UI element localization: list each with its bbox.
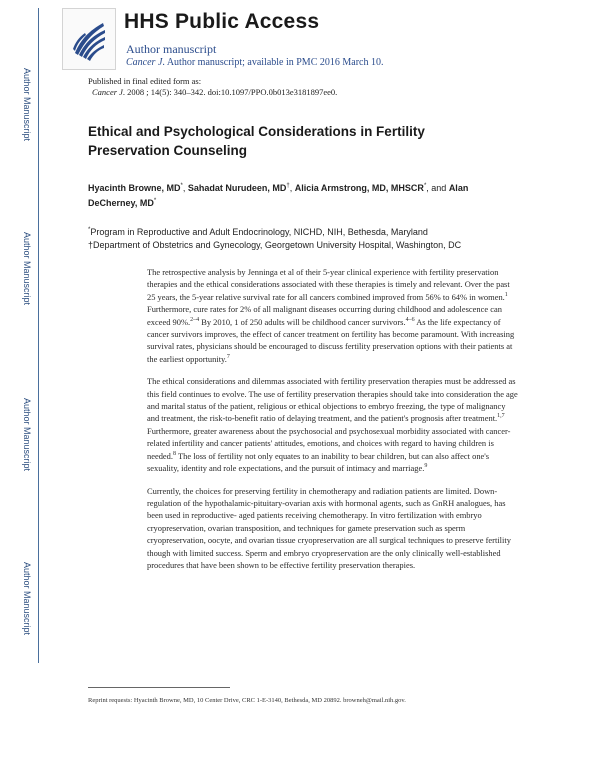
author-manuscript-label: Author Manuscript xyxy=(22,562,32,636)
affiliation-text: Program in Reproductive and Adult Endocrinology, NICHD, NIH, Bethesda, Maryland xyxy=(90,227,428,237)
sidebar-rule xyxy=(38,8,39,663)
citation-details: . 2008 ; 14(5): 340–342. doi:10.1097/PPO.0b013e3181897ee0. xyxy=(122,87,338,97)
reference-link[interactable]: 7 xyxy=(226,354,230,361)
citation xyxy=(88,87,337,98)
text-run: Furthermore, greater awareness about the psychosocial and psychosexual morbidity associated with cancer-related infertility and cancer patients' attitudes, emotions, and choices with regard to having children is needed. xyxy=(147,425,511,461)
text-run: As the life expectancy of cancer survivors improves, the effect of cancer treatment on fertility has become paramount. With increasing survival rates, physicians should be encouraged to discuss fertility preservation options with their patients at the earliest opportunity. xyxy=(147,316,515,364)
reference-link[interactable]: 2–4 xyxy=(190,316,200,323)
author-and: , and xyxy=(426,183,449,193)
reference-link[interactable]: 1 xyxy=(504,292,508,298)
citation-journal: Cancer J xyxy=(92,87,123,97)
article-title: Ethical and Psychological Considerations in Fertility Preservation Counseling xyxy=(88,124,425,158)
reprint-footnote: Reprint requests: Hyacinth Browne, MD, 10 Center Drive, CRC 1-E-3140, Bethesda, MD 20892. browneh@mail.nih.gov. xyxy=(88,697,406,704)
hhs-logo xyxy=(62,8,116,70)
footnote-rule xyxy=(88,687,230,688)
author-manuscript-label: Author Manuscript xyxy=(22,232,32,306)
hhs-eagle-icon xyxy=(63,9,115,69)
brand-title: HHS Public Access xyxy=(124,10,320,33)
reference-link[interactable]: 9 xyxy=(424,463,428,470)
author-list xyxy=(88,180,518,210)
author-name: Sahadat Nurudeen, MD xyxy=(187,183,287,193)
publication-info xyxy=(88,76,337,98)
text-run: The loss of fertility not only equates to an inability to bear children, but can also affect one's sexuality, identity and role expectations, and the pursuit of intimacy and marriage. xyxy=(147,450,490,474)
availability-text: . Author manuscript; available in PMC 2016 March 10. xyxy=(162,57,384,68)
reference-link[interactable]: 4–6 xyxy=(405,316,415,323)
availability-note xyxy=(126,57,383,68)
published-label: Published in final edited form as: xyxy=(88,76,202,86)
author-name: Alan DeCherney, MD xyxy=(88,183,469,208)
body-paragraph-2 xyxy=(147,375,518,474)
brand-subtitle: Author manuscript xyxy=(126,42,217,56)
journal-name: Cancer J xyxy=(126,57,163,68)
author-separator: , xyxy=(289,183,295,193)
affiliation xyxy=(88,239,528,252)
text-run: Furthermore, cure rates for 2% of all malignant diseases occurring during childhood and adolescence can exceed 90%. xyxy=(147,304,502,327)
author-mark: * xyxy=(153,198,157,204)
body-paragraph-1 xyxy=(147,266,518,365)
reference-link[interactable]: 8 xyxy=(173,450,177,457)
author-name: Hyacinth Browne, MD xyxy=(88,183,181,193)
author-mark: † xyxy=(286,183,290,189)
body-paragraph-3: Currently, the choices for preserving fertility in chemotherapy and radiation patients are limited. Down-regulation of the hypothalamic-pituitary-ovarian axis with hormonal agents, such as GnRH analogues, has been used in reproductive- aged patients receiving chemotherapy. In vitro fertilization with embryo cryopreservation, ovarian transposition, and techniques for gamete preservation such as sperm cryopreservation, oocyte, and ovarian tissue cryopreservation are all surgical techniques to preserve fertility though with limited success. Sperm and embryo cryopreservation are the only clinically well-established procedures that have been shown to be effective fertility preservation therapies. xyxy=(147,485,511,570)
affiliation-mark: † xyxy=(88,240,94,250)
author-manuscript-label: Author Manuscript xyxy=(22,398,32,472)
author-mark: * xyxy=(423,183,427,189)
text-run: By 2010, 1 of 250 adults will be childhood cancer survivors. xyxy=(199,316,406,327)
affiliation-mark: * xyxy=(88,227,91,233)
author-manuscript-label: Author Manuscript xyxy=(22,68,32,142)
author-separator: , xyxy=(182,183,188,193)
author-name: Alicia Armstrong, MD, MHSCR xyxy=(294,183,424,193)
text-run: The ethical considerations and dilemmas associated with fertility preservation therapies must be addressed as this field continues to evolve. The use of fertility preservation therapies should take into consideration the age and marital status of the patient, religious or ethical objections to embryo freezing, the type of malignancy and treatment, the risk-to-benefit ratio of delaying treatment, and the patient's prognosis after treatment. xyxy=(147,376,518,424)
affiliation xyxy=(88,224,528,239)
reference-link[interactable]: 1,7 xyxy=(497,413,505,420)
author-mark: * xyxy=(180,183,183,189)
text-run: The retrospective analysis by Jenninga et al of their 5-year clinical experience with fertility preservation therapies and the ethical considerations associated with these therapies is timely and relevant. Over the past 25 years, the 5-year relative survival rate for all cancers combined improved from 56% to 64% in women. xyxy=(147,267,510,302)
affiliation-text: Department of Obstetrics and Gynecology, Georgetown University Hospital, Washington, DC xyxy=(93,240,462,250)
article-body xyxy=(147,266,518,581)
affiliations xyxy=(88,224,528,252)
